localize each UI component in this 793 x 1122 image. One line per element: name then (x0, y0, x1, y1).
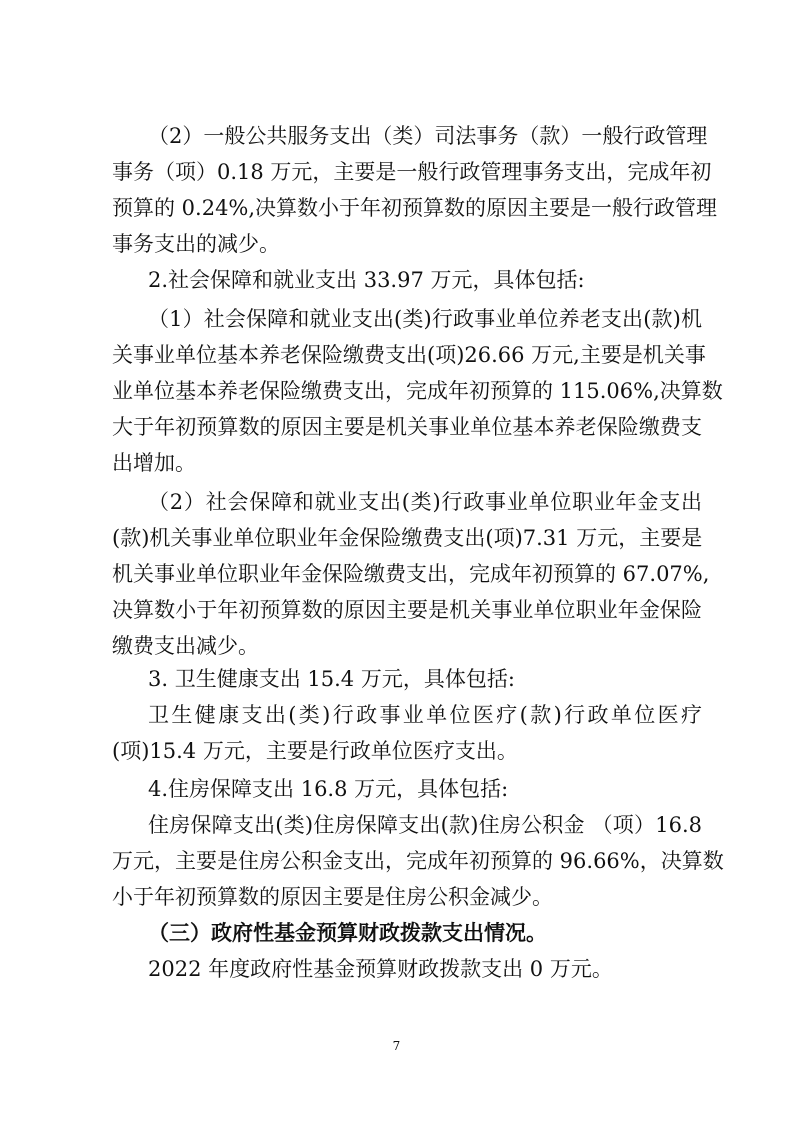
text-line: 万元，主要是住房公积金支出，完成年初预算的 96.66%，决算数 (112, 849, 724, 873)
text-line: (款)机关事业单位职业年金保险缴费支出(项)7.31 万元，主要是 (112, 526, 703, 550)
text-line: 事务支出的减少。 (112, 232, 280, 256)
text-line: 业单位基本养老保险缴费支出，完成年初预算的 115.06%,决算数 (112, 379, 723, 403)
text-line: 关事业单位基本养老保险缴费支出(项)26.66 万元,主要是机关事 (112, 343, 706, 367)
text-line: 预算的 0.24%,决算数小于年初预算数的原因主要是一般行政管理 (112, 196, 718, 220)
text-line: 卫生健康支出(类)行政事业单位医疗(款)行政单位医疗 (148, 703, 702, 727)
text-line: 住房保障支出(类)住房保障支出(款)住房公积金 （项）16.8 (148, 813, 702, 837)
text-line: 小于年初预算数的原因主要是住房公积金减少。 (112, 885, 553, 909)
text-line: (项)15.4 万元，主要是行政单位医疗支出。 (112, 739, 518, 763)
text-line: 事务（项）0.18 万元，主要是一般行政管理事务支出，完成年初 (112, 160, 712, 184)
section-heading: （三）政府性基金预算财政拨款支出情况。 (148, 920, 547, 945)
text-line: 3. 卫生健康支出 15.4 万元，具体包括: (148, 667, 515, 691)
text-line: 决算数小于年初预算数的原因主要是机关事业单位职业年金保险 (112, 598, 702, 622)
text-line: （1）社会保障和就业支出(类)行政事业单位养老支出(款)机 (148, 307, 702, 331)
page-number: 7 (392, 1039, 401, 1053)
text-line: 2022 年度政府性基金预算财政拨款支出 0 万元。 (148, 957, 613, 981)
text-line: 缴费支出减少。 (112, 634, 259, 658)
text-line: 2.社会保障和就业支出 33.97 万元，具体包括: (148, 268, 585, 292)
text-line: 机关事业单位职业年金保险缴费支出，完成年初预算的 67.07%, (112, 562, 710, 586)
text-line: 4.住房保障支出 16.8 万元，具体包括: (148, 777, 509, 801)
text-line: 大于年初预算数的原因主要是机关事业单位基本养老保险缴费支 (112, 415, 702, 439)
text-line: 出增加。 (112, 451, 196, 475)
text-line: （2）社会保障和就业支出(类)行政事业单位职业年金支出 (148, 490, 702, 514)
text-line: （2）一般公共服务支出（类）司法事务（款）一般行政管理 (148, 124, 708, 148)
